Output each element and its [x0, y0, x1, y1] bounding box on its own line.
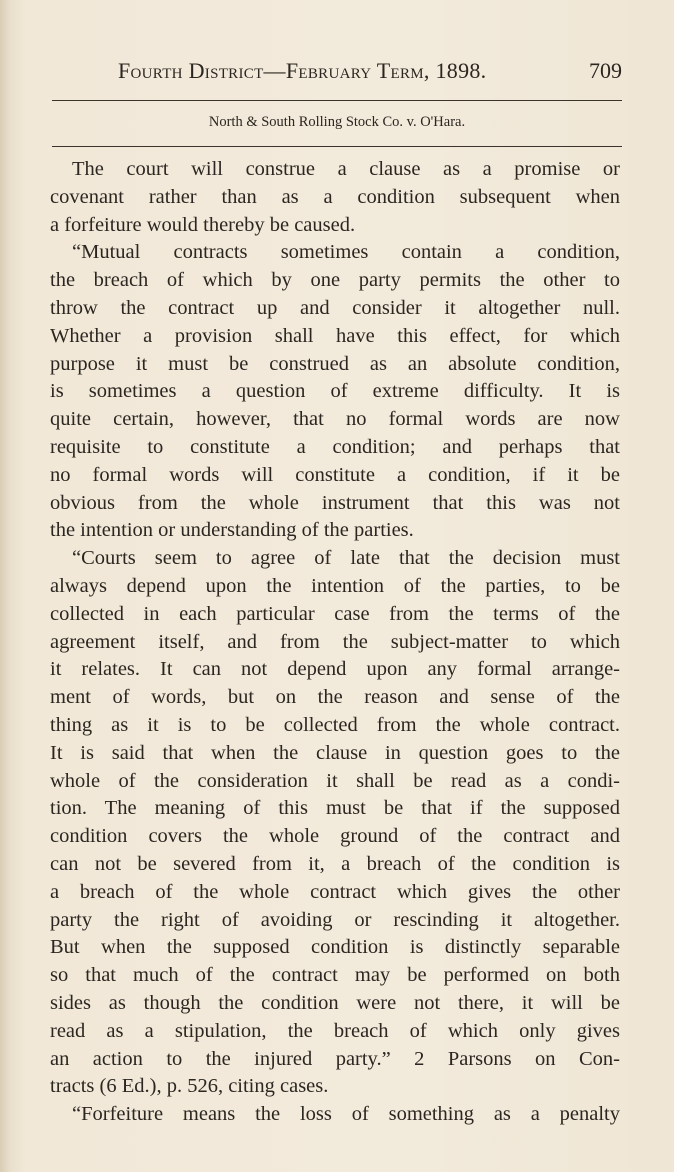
text-line: ment of words, but on the reason and sense of the	[50, 686, 620, 709]
page-number: 709	[589, 58, 622, 83]
text-line: sides as though the condition were not there, it will be	[50, 991, 620, 1014]
text-line: always depend upon the intention of the parties, to be	[50, 574, 620, 597]
text-line: requisite to constitute a condition; and perhaps that	[50, 435, 620, 458]
text-line: is sometimes a question of extreme difficulty. It is	[50, 380, 620, 403]
text-line: the intention or understanding of the parties.	[50, 519, 414, 542]
text-line: “Courts seem to agree of late that the decision must	[72, 547, 620, 570]
text-line: whole of the consideration it shall be read as a condi-	[50, 769, 620, 792]
text-line: tion. The meaning of this must be that if the supposed	[50, 797, 620, 820]
text-line: can not be severed from it, a breach of the condition is	[50, 852, 620, 875]
text-line: a forfeiture would thereby be caused.	[50, 213, 356, 236]
text-line: thing as it is to be collected from the whole contract.	[50, 713, 620, 736]
running-header	[118, 58, 622, 90]
text-line: read as a stipulation, the breach of which only gives	[50, 1019, 620, 1042]
text-line: collected in each particular case from the terms of the	[50, 602, 620, 625]
text-line: covenant rather than as a condition subsequent when	[50, 185, 620, 208]
text-line: It is said that when the clause in question goes to the	[50, 741, 620, 764]
text-line: it relates. It can not depend upon any formal arrange-	[50, 658, 620, 681]
text-line: no formal words will constitute a condition, if it be	[50, 463, 620, 486]
text-line: “Mutual contracts sometimes contain a condition,	[72, 241, 620, 264]
text-line: Whether a provision shall have this effect, for which	[50, 324, 620, 347]
header-rule	[52, 100, 622, 101]
text-line: “Forfeiture means the loss of something as a penalty	[72, 1103, 620, 1126]
body-text	[50, 156, 620, 1129]
text-line: the breach of which by one party permits the other to	[50, 269, 620, 292]
text-line: The court will construe a clause as a promise or	[72, 158, 620, 180]
text-line: agreement itself, and from the subject-matter to which	[50, 630, 620, 653]
text-line: purpose it must be construed as an absolute condition,	[50, 352, 620, 375]
case-title: North & South Rolling Stock Co. v. O'Hara.	[208, 114, 466, 130]
case-title-rule	[52, 146, 622, 147]
text-line: throw the contract up and consider it altogether null.	[50, 296, 620, 319]
text-line: an action to the injured party.” 2 Parsons on Con-	[50, 1047, 620, 1070]
text-line: obvious from the whole instrument that this was not	[50, 491, 620, 514]
text-line: condition covers the whole ground of the contract and	[50, 825, 620, 848]
running-title: Fourth District—February Term, 1898.	[118, 58, 487, 83]
text-line: tracts (6 Ed.), p. 526, citing cases.	[50, 1075, 329, 1098]
text-line: quite certain, however, that no formal words are now	[50, 408, 620, 431]
text-line: party the right of avoiding or rescinding it altogether.	[50, 908, 620, 931]
text-line: a breach of the whole contract which gives the other	[50, 880, 620, 903]
text-line: so that much of the contract may be performed on both	[50, 964, 620, 987]
text-line: But when the supposed condition is distinctly separable	[50, 936, 620, 959]
